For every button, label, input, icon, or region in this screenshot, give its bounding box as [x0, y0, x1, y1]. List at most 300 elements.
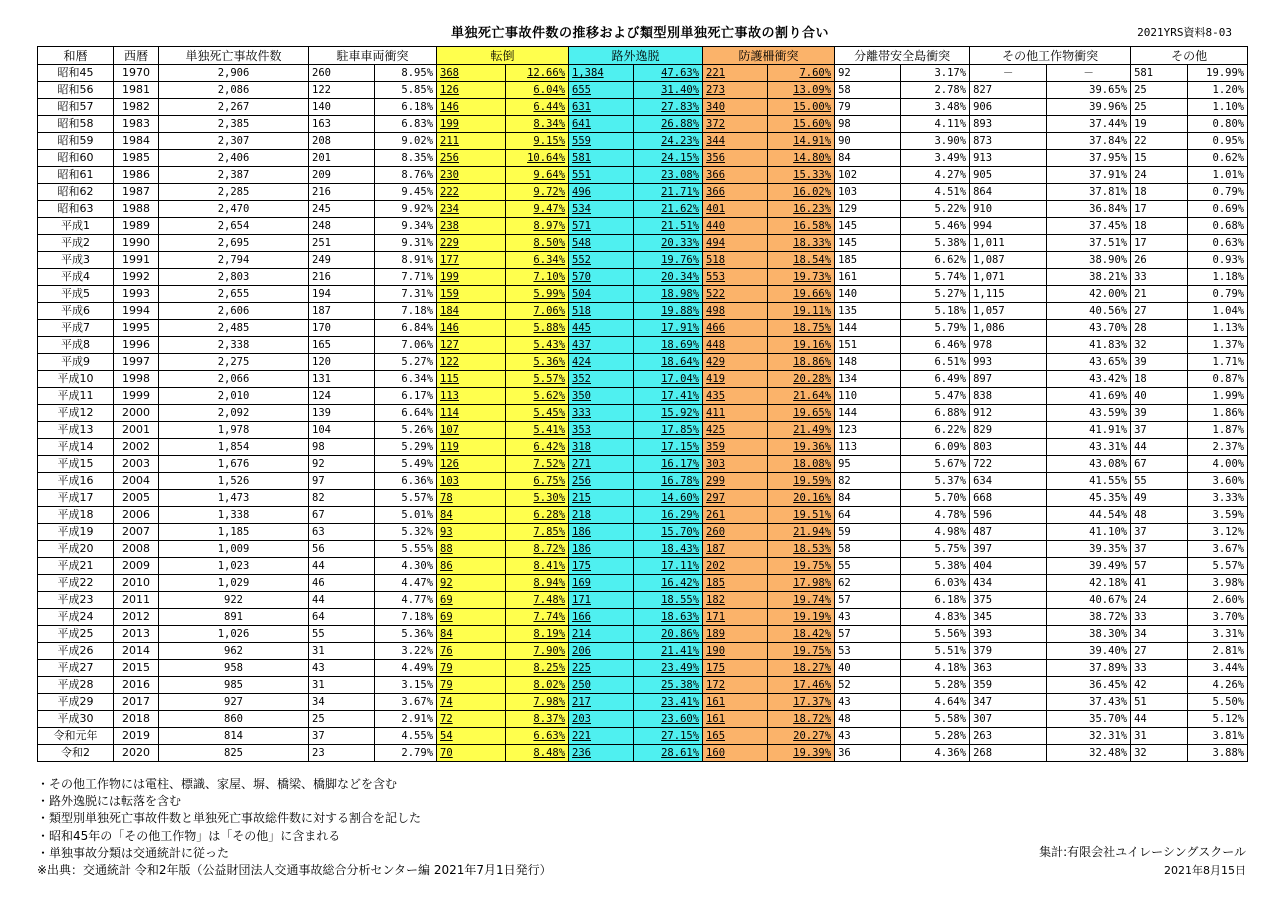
median-count-cell: 113 [835, 439, 901, 456]
total-cell: 2,803 [159, 269, 309, 286]
parked-percent-cell: 6.17% [375, 388, 437, 405]
structure-count-cell: 873 [970, 133, 1047, 150]
overturn-percent-cell: 9.64% [506, 167, 569, 184]
total-cell: 2,307 [159, 133, 309, 150]
median-percent-cell: 4.18% [901, 660, 970, 677]
era-cell: 平成27 [38, 660, 114, 677]
offroad-percent-cell: 24.15% [634, 150, 703, 167]
guardrail-percent-cell: 20.28% [768, 371, 835, 388]
median-percent-cell: 5.75% [901, 541, 970, 558]
other-count-cell: 44 [1131, 439, 1188, 456]
other-percent-cell: 19.99% [1188, 65, 1248, 82]
overturn-count-cell: 79 [437, 660, 506, 677]
overturn-count-cell: 86 [437, 558, 506, 575]
table-row [38, 65, 1248, 82]
parked-count-cell: 23 [309, 745, 375, 762]
era-cell: 昭和59 [38, 133, 114, 150]
structure-count-cell: 345 [970, 609, 1047, 626]
offroad-percent-cell: 24.23% [634, 133, 703, 150]
structure-count-cell: 827 [970, 82, 1047, 99]
table-row [38, 609, 1248, 626]
parked-percent-cell: 5.01% [375, 507, 437, 524]
structure-count-cell: 404 [970, 558, 1047, 575]
offroad-percent-cell: 19.76% [634, 252, 703, 269]
overturn-count-cell: 114 [437, 405, 506, 422]
median-count-cell: 43 [835, 728, 901, 745]
other-percent-cell: 3.59% [1188, 507, 1248, 524]
year-cell: 2018 [114, 711, 159, 728]
offroad-percent-cell: 18.64% [634, 354, 703, 371]
guardrail-percent-cell: 15.33% [768, 167, 835, 184]
parked-count-cell: 201 [309, 150, 375, 167]
note-line: ・単独事故分類は交通統計に従った [37, 845, 230, 860]
structure-count-cell: 1,087 [970, 252, 1047, 269]
other-count-cell: 27 [1131, 643, 1188, 660]
parked-count-cell: 92 [309, 456, 375, 473]
structure-percent-cell: 37.45% [1047, 218, 1131, 235]
guardrail-count-cell: 553 [703, 269, 768, 286]
offroad-percent-cell: 16.78% [634, 473, 703, 490]
total-cell: 962 [159, 643, 309, 660]
guardrail-percent-cell: 18.75% [768, 320, 835, 337]
overturn-count-cell: 368 [437, 65, 506, 82]
parked-count-cell: 245 [309, 201, 375, 218]
era-cell: 平成1 [38, 218, 114, 235]
era-cell: 平成24 [38, 609, 114, 626]
median-percent-cell: 6.22% [901, 422, 970, 439]
other-percent-cell: 3.44% [1188, 660, 1248, 677]
year-cell: 2004 [114, 473, 159, 490]
other-percent-cell: 0.87% [1188, 371, 1248, 388]
overturn-percent-cell: 8.02% [506, 677, 569, 694]
structure-percent-cell: 43.70% [1047, 320, 1131, 337]
structure-percent-cell: 32.48% [1047, 745, 1131, 762]
source-line: ※出典：交通統計 令和2年版（公益財団法人交通事故総合分析センター編 2021年7月1日発行） [37, 863, 552, 878]
parked-percent-cell: 2.79% [375, 745, 437, 762]
guardrail-percent-cell: 18.54% [768, 252, 835, 269]
median-percent-cell: 6.49% [901, 371, 970, 388]
parked-percent-cell: 5.49% [375, 456, 437, 473]
offroad-count-cell: 570 [569, 269, 634, 286]
median-count-cell: 79 [835, 99, 901, 116]
total-cell: 2,906 [159, 65, 309, 82]
structure-count-cell: 1,011 [970, 235, 1047, 252]
parked-percent-cell: 3.15% [375, 677, 437, 694]
median-percent-cell: 5.38% [901, 558, 970, 575]
guardrail-count-cell: 429 [703, 354, 768, 371]
guardrail-count-cell: 221 [703, 65, 768, 82]
median-percent-cell: 5.67% [901, 456, 970, 473]
overturn-count-cell: 256 [437, 150, 506, 167]
offroad-percent-cell: 25.38% [634, 677, 703, 694]
overturn-count-cell: 199 [437, 116, 506, 133]
other-percent-cell: 2.81% [1188, 643, 1248, 660]
year-cell: 1994 [114, 303, 159, 320]
overturn-percent-cell: 5.36% [506, 354, 569, 371]
parked-count-cell: 25 [309, 711, 375, 728]
other-count-cell: 28 [1131, 320, 1188, 337]
guardrail-count-cell: 419 [703, 371, 768, 388]
parked-count-cell: 46 [309, 575, 375, 592]
median-percent-cell: 3.48% [901, 99, 970, 116]
parked-percent-cell: 8.76% [375, 167, 437, 184]
median-count-cell: 185 [835, 252, 901, 269]
parked-percent-cell: 9.31% [375, 235, 437, 252]
total-cell: 814 [159, 728, 309, 745]
total-cell: 1,009 [159, 541, 309, 558]
guardrail-percent-cell: 18.42% [768, 626, 835, 643]
median-count-cell: 58 [835, 82, 901, 99]
structure-percent-cell: 38.90% [1047, 252, 1131, 269]
parked-count-cell: 104 [309, 422, 375, 439]
offroad-percent-cell: 17.41% [634, 388, 703, 405]
total-cell: 1,854 [159, 439, 309, 456]
other-percent-cell: 1.37% [1188, 337, 1248, 354]
era-cell: 平成28 [38, 677, 114, 694]
parked-count-cell: 44 [309, 592, 375, 609]
year-cell: 1999 [114, 388, 159, 405]
offroad-percent-cell: 23.08% [634, 167, 703, 184]
total-cell: 958 [159, 660, 309, 677]
total-cell: 2,285 [159, 184, 309, 201]
guardrail-percent-cell: 16.58% [768, 218, 835, 235]
structure-percent-cell: 40.67% [1047, 592, 1131, 609]
offroad-count-cell: 218 [569, 507, 634, 524]
offroad-count-cell: 186 [569, 541, 634, 558]
other-count-cell: 24 [1131, 167, 1188, 184]
offroad-count-cell: 437 [569, 337, 634, 354]
other-count-cell: 19 [1131, 116, 1188, 133]
overturn-count-cell: 126 [437, 456, 506, 473]
median-percent-cell: 6.51% [901, 354, 970, 371]
offroad-percent-cell: 18.63% [634, 609, 703, 626]
median-count-cell: 134 [835, 371, 901, 388]
guardrail-count-cell: 189 [703, 626, 768, 643]
structure-count-cell: 905 [970, 167, 1047, 184]
table-row [38, 320, 1248, 337]
offroad-count-cell: 206 [569, 643, 634, 660]
overturn-percent-cell: 8.48% [506, 745, 569, 762]
overturn-percent-cell: 6.04% [506, 82, 569, 99]
year-cell: 2008 [114, 541, 159, 558]
structure-percent-cell: 41.10% [1047, 524, 1131, 541]
structure-percent-cell: 38.21% [1047, 269, 1131, 286]
overturn-count-cell: 177 [437, 252, 506, 269]
structure-count-cell: 307 [970, 711, 1047, 728]
other-percent-cell: 2.37% [1188, 439, 1248, 456]
offroad-percent-cell: 16.29% [634, 507, 703, 524]
guardrail-count-cell: 366 [703, 167, 768, 184]
parked-percent-cell: 5.27% [375, 354, 437, 371]
overturn-count-cell: 70 [437, 745, 506, 762]
median-percent-cell: 6.03% [901, 575, 970, 592]
era-cell: 昭和56 [38, 82, 114, 99]
era-cell: 平成26 [38, 643, 114, 660]
parked-count-cell: 43 [309, 660, 375, 677]
structure-percent-cell: 41.83% [1047, 337, 1131, 354]
overturn-count-cell: 92 [437, 575, 506, 592]
guardrail-count-cell: 344 [703, 133, 768, 150]
parked-count-cell: 216 [309, 269, 375, 286]
table-row [38, 473, 1248, 490]
total-cell: 1,185 [159, 524, 309, 541]
median-count-cell: 84 [835, 150, 901, 167]
year-cell: 1984 [114, 133, 159, 150]
era-cell: 平成14 [38, 439, 114, 456]
structure-percent-cell: 35.70% [1047, 711, 1131, 728]
parked-count-cell: 124 [309, 388, 375, 405]
overturn-count-cell: 88 [437, 541, 506, 558]
accident-table [37, 46, 1248, 762]
overturn-count-cell: 184 [437, 303, 506, 320]
parked-percent-cell: 5.85% [375, 82, 437, 99]
offroad-count-cell: 445 [569, 320, 634, 337]
guardrail-percent-cell: 18.08% [768, 456, 835, 473]
offroad-count-cell: 1,384 [569, 65, 634, 82]
structure-percent-cell: 38.30% [1047, 626, 1131, 643]
total-cell: 1,676 [159, 456, 309, 473]
parked-percent-cell: 7.71% [375, 269, 437, 286]
median-percent-cell: 6.46% [901, 337, 970, 354]
median-percent-cell: 6.18% [901, 592, 970, 609]
other-percent-cell: 3.98% [1188, 575, 1248, 592]
total-cell: 2,010 [159, 388, 309, 405]
median-percent-cell: 5.79% [901, 320, 970, 337]
overturn-percent-cell: 7.48% [506, 592, 569, 609]
era-cell: 令和元年 [38, 728, 114, 745]
guardrail-count-cell: 171 [703, 609, 768, 626]
table-header-row [38, 47, 1248, 65]
parked-percent-cell: 4.30% [375, 558, 437, 575]
guardrail-percent-cell: 14.91% [768, 133, 835, 150]
parked-percent-cell: 7.06% [375, 337, 437, 354]
overturn-percent-cell: 5.88% [506, 320, 569, 337]
structure-percent-cell: 36.84% [1047, 201, 1131, 218]
overturn-count-cell: 222 [437, 184, 506, 201]
total-cell: 985 [159, 677, 309, 694]
median-percent-cell: 5.47% [901, 388, 970, 405]
era-cell: 平成30 [38, 711, 114, 728]
year-cell: 1995 [114, 320, 159, 337]
structure-count-cell: 596 [970, 507, 1047, 524]
median-count-cell: 135 [835, 303, 901, 320]
guardrail-percent-cell: 21.64% [768, 388, 835, 405]
table-row [38, 694, 1248, 711]
table-row [38, 626, 1248, 643]
median-percent-cell: 6.88% [901, 405, 970, 422]
overturn-percent-cell: 5.41% [506, 422, 569, 439]
parked-count-cell: 194 [309, 286, 375, 303]
median-count-cell: 57 [835, 592, 901, 609]
overturn-count-cell: 113 [437, 388, 506, 405]
era-cell: 昭和57 [38, 99, 114, 116]
overturn-percent-cell: 7.74% [506, 609, 569, 626]
guardrail-count-cell: 440 [703, 218, 768, 235]
parked-percent-cell: 9.92% [375, 201, 437, 218]
overturn-count-cell: 74 [437, 694, 506, 711]
year-cell: 1990 [114, 235, 159, 252]
guardrail-percent-cell: 19.51% [768, 507, 835, 524]
overturn-percent-cell: 5.57% [506, 371, 569, 388]
year-cell: 1998 [114, 371, 159, 388]
structure-percent-cell: 37.44% [1047, 116, 1131, 133]
median-count-cell: 98 [835, 116, 901, 133]
table-row [38, 388, 1248, 405]
other-count-cell: 33 [1131, 660, 1188, 677]
median-percent-cell: 4.36% [901, 745, 970, 762]
guardrail-count-cell: 356 [703, 150, 768, 167]
guardrail-count-cell: 498 [703, 303, 768, 320]
other-count-cell: 48 [1131, 507, 1188, 524]
offroad-percent-cell: 17.04% [634, 371, 703, 388]
structure-percent-cell: 43.31% [1047, 439, 1131, 456]
structure-count-cell: 263 [970, 728, 1047, 745]
offroad-percent-cell: 23.60% [634, 711, 703, 728]
median-percent-cell: 4.27% [901, 167, 970, 184]
table-row [38, 558, 1248, 575]
overturn-percent-cell: 5.62% [506, 388, 569, 405]
other-percent-cell: 0.95% [1188, 133, 1248, 150]
guardrail-count-cell: 435 [703, 388, 768, 405]
median-count-cell: 144 [835, 320, 901, 337]
guardrail-percent-cell: 19.66% [768, 286, 835, 303]
guardrail-percent-cell: 18.33% [768, 235, 835, 252]
total-cell: 2,338 [159, 337, 309, 354]
era-cell: 平成19 [38, 524, 114, 541]
offroad-count-cell: 203 [569, 711, 634, 728]
other-count-cell: 37 [1131, 422, 1188, 439]
median-count-cell: 36 [835, 745, 901, 762]
note-line: ・その他工作物には電柱、標識、家屋、塀、橋梁、橋脚などを含む [37, 777, 398, 791]
structure-count-cell: 993 [970, 354, 1047, 371]
total-cell: 1,023 [159, 558, 309, 575]
other-count-cell: 26 [1131, 252, 1188, 269]
total-cell: 2,470 [159, 201, 309, 218]
structure-percent-cell: 45.35% [1047, 490, 1131, 507]
guardrail-percent-cell: 19.36% [768, 439, 835, 456]
header-total: 単独死亡事故件数 [159, 47, 309, 65]
overturn-percent-cell: 5.99% [506, 286, 569, 303]
structure-count-cell: 910 [970, 201, 1047, 218]
median-count-cell: 110 [835, 388, 901, 405]
era-cell: 昭和61 [38, 167, 114, 184]
overturn-count-cell: 199 [437, 269, 506, 286]
table-row [38, 677, 1248, 694]
guardrail-percent-cell: 19.11% [768, 303, 835, 320]
structure-percent-cell: 36.45% [1047, 677, 1131, 694]
median-count-cell: 57 [835, 626, 901, 643]
table-row [38, 456, 1248, 473]
offroad-count-cell: 215 [569, 490, 634, 507]
offroad-percent-cell: 47.63% [634, 65, 703, 82]
parked-percent-cell: 7.18% [375, 303, 437, 320]
table-row [38, 575, 1248, 592]
offroad-percent-cell: 18.55% [634, 592, 703, 609]
median-count-cell: 84 [835, 490, 901, 507]
parked-count-cell: 120 [309, 354, 375, 371]
structure-count-cell: 1,086 [970, 320, 1047, 337]
era-cell: 平成22 [38, 575, 114, 592]
overturn-percent-cell: 8.97% [506, 218, 569, 235]
guardrail-percent-cell: 19.39% [768, 745, 835, 762]
era-cell: 平成4 [38, 269, 114, 286]
structure-percent-cell: － [1047, 65, 1131, 82]
guardrail-count-cell: 182 [703, 592, 768, 609]
overturn-count-cell: 78 [437, 490, 506, 507]
overturn-percent-cell: 9.72% [506, 184, 569, 201]
table-row [38, 201, 1248, 218]
median-count-cell: 95 [835, 456, 901, 473]
table-row [38, 660, 1248, 677]
year-cell: 2009 [114, 558, 159, 575]
year-cell: 1982 [114, 99, 159, 116]
parked-percent-cell: 3.67% [375, 694, 437, 711]
total-cell: 2,485 [159, 320, 309, 337]
overturn-count-cell: 76 [437, 643, 506, 660]
era-cell: 平成13 [38, 422, 114, 439]
total-cell: 1,026 [159, 626, 309, 643]
median-count-cell: 151 [835, 337, 901, 354]
parked-count-cell: 44 [309, 558, 375, 575]
parked-percent-cell: 5.29% [375, 439, 437, 456]
other-count-cell: 18 [1131, 184, 1188, 201]
structure-count-cell: 393 [970, 626, 1047, 643]
offroad-count-cell: 217 [569, 694, 634, 711]
guardrail-percent-cell: 19.65% [768, 405, 835, 422]
structure-count-cell: 829 [970, 422, 1047, 439]
other-count-cell: 33 [1131, 609, 1188, 626]
median-count-cell: 148 [835, 354, 901, 371]
median-count-cell: 43 [835, 694, 901, 711]
overturn-count-cell: 122 [437, 354, 506, 371]
total-cell: 2,387 [159, 167, 309, 184]
structure-count-cell: 1,057 [970, 303, 1047, 320]
total-cell: 2,092 [159, 405, 309, 422]
median-count-cell: 82 [835, 473, 901, 490]
total-cell: 2,086 [159, 82, 309, 99]
offroad-percent-cell: 17.85% [634, 422, 703, 439]
overturn-count-cell: 238 [437, 218, 506, 235]
table-row [38, 269, 1248, 286]
guardrail-percent-cell: 21.94% [768, 524, 835, 541]
parked-percent-cell: 3.22% [375, 643, 437, 660]
year-cell: 1991 [114, 252, 159, 269]
guardrail-percent-cell: 16.02% [768, 184, 835, 201]
guardrail-count-cell: 299 [703, 473, 768, 490]
median-count-cell: 144 [835, 405, 901, 422]
guardrail-percent-cell: 19.16% [768, 337, 835, 354]
other-percent-cell: 2.60% [1188, 592, 1248, 609]
median-count-cell: 62 [835, 575, 901, 592]
offroad-count-cell: 552 [569, 252, 634, 269]
overturn-percent-cell: 8.25% [506, 660, 569, 677]
median-count-cell: 145 [835, 218, 901, 235]
other-percent-cell: 4.26% [1188, 677, 1248, 694]
overturn-count-cell: 69 [437, 592, 506, 609]
overturn-percent-cell: 8.41% [506, 558, 569, 575]
median-count-cell: 103 [835, 184, 901, 201]
offroad-percent-cell: 19.88% [634, 303, 703, 320]
structure-count-cell: 913 [970, 150, 1047, 167]
total-cell: 2,406 [159, 150, 309, 167]
parked-count-cell: 67 [309, 507, 375, 524]
parked-percent-cell: 4.77% [375, 592, 437, 609]
table-row [38, 252, 1248, 269]
guardrail-percent-cell: 18.86% [768, 354, 835, 371]
note-line: ・類型別単独死亡事故件数と単独死亡事故総件数に対する割合を記した [37, 811, 422, 826]
offroad-percent-cell: 17.91% [634, 320, 703, 337]
median-count-cell: 64 [835, 507, 901, 524]
